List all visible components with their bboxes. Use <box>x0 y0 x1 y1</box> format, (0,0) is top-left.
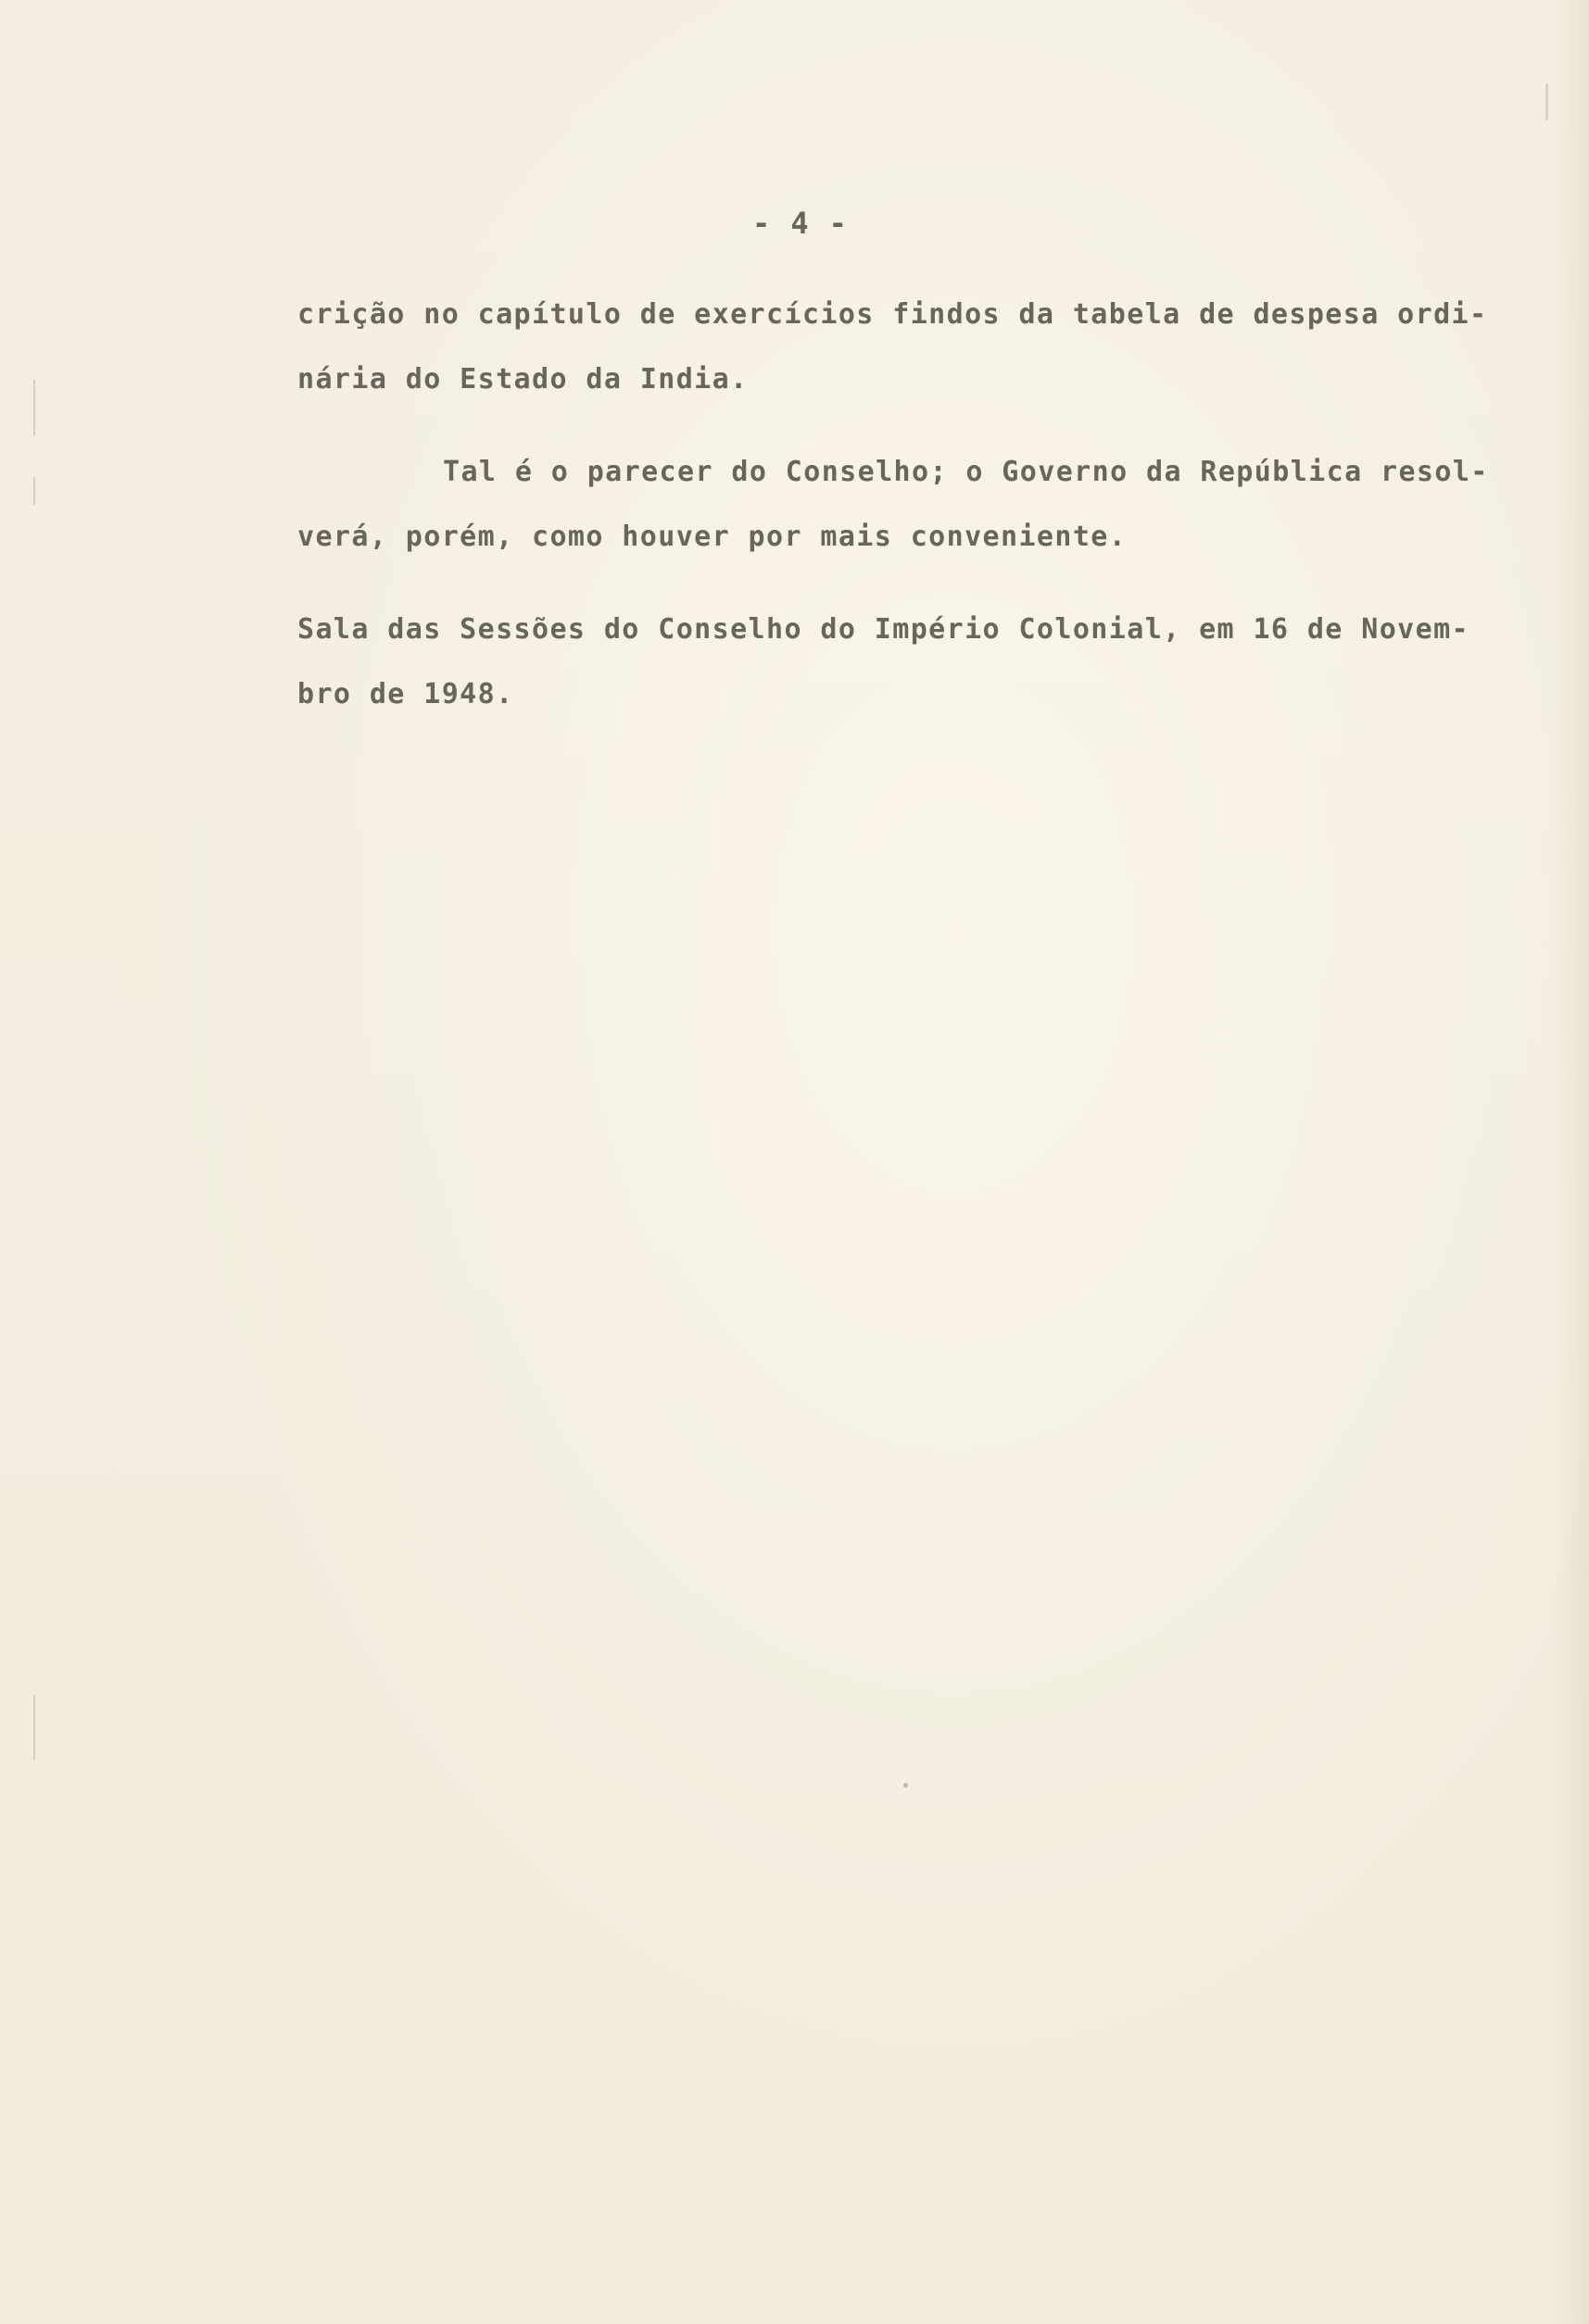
paper-speck <box>903 1783 908 1788</box>
paragraph-1-line-2: nária do Estado da India. <box>297 363 749 396</box>
margin-mark <box>33 1695 35 1760</box>
page-number: - 4 - <box>752 206 849 241</box>
page-edge-shadow <box>1552 0 1589 2324</box>
paragraph-2-line-1: Tal é o parecer do Conselho; o Governo da República resol- <box>443 456 1489 488</box>
paragraph-1-line-1: crição no capítulo de exercícios findos da tabela de despesa ordi- <box>297 298 1488 331</box>
margin-mark <box>33 380 35 435</box>
margin-mark <box>33 477 35 505</box>
paragraph-3-line-2: bro de 1948. <box>297 678 514 710</box>
paper-mark <box>1545 83 1548 120</box>
paragraph-2-line-2: verá, porém, como houver por mais conveniente. <box>297 521 1128 553</box>
paragraph-3-line-1: Sala das Sessões do Conselho do Império Colonial, em 16 de Novem- <box>297 613 1469 646</box>
